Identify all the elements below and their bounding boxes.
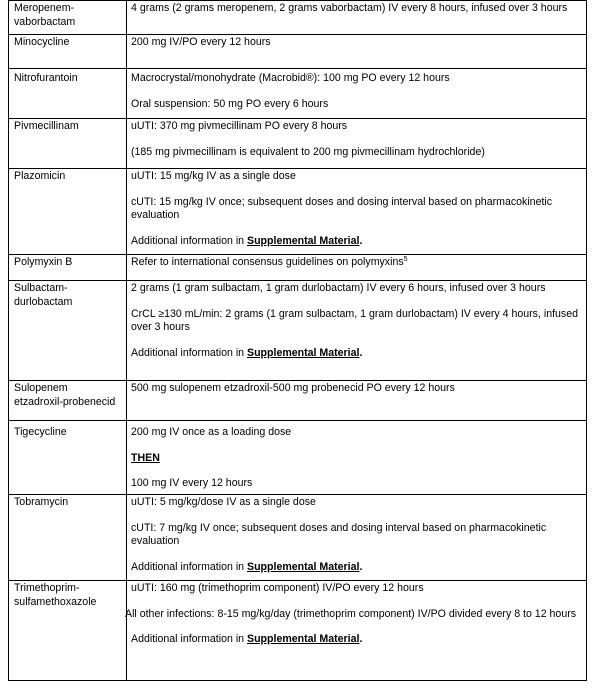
table-row [9,495,587,581]
dose-text: uUTI: 370 mg pivmecillinam PO every 8 hours [131,120,348,132]
dose-cell [127,495,587,581]
drug-name: Trimethoprim- sulfamethoxazole [9,581,127,681]
dose-text: 2 grams (1 gram sulbactam, 1 gram durlobactam) IV every 6 hours, infused over 3 hours [131,282,546,294]
dose-text: Additional information in Supplemental Material. [131,560,363,573]
table-row [9,421,587,495]
dosing-table [8,0,587,681]
drug-name: Sulbactam- durlobactam [9,281,127,381]
dose-cell [127,169,587,255]
dose-text: Macrocrystal/monohydrate (Macrobid®): 100 mg PO every 12 hours [131,72,450,84]
dose-text: cUTI: 15 mg/kg IV once; subsequent doses and dosing interval based on pharmacokinetic evaluation [131,195,553,221]
dose-cell [127,381,587,421]
table-row [9,1,587,35]
dose-text: Refer to international consensus guidelines on polymyxins$^5$ [131,256,408,268]
dose-text: uUTI: 160 mg (trimethoprim component) IV/PO every 12 hours [131,582,424,594]
drug-name: Minocycline [9,35,127,69]
drug-name: Nitrofurantoin [9,69,127,119]
table-row [9,169,587,255]
dose-text: 200 mg IV once as a loading dose [131,426,292,438]
drug-name: Pivmecillinam [9,119,127,169]
supplemental-material-link[interactable]: Supplemental Material [247,633,360,645]
dose-cell [127,581,587,681]
table-row [9,35,587,69]
dose-text: 200 mg IV/PO every 12 hours [131,36,271,48]
drug-name: Plazomicin [9,169,127,255]
drug-name: Tigecycline [9,421,127,495]
dose-text: Additional information in Supplemental Material. [131,633,363,645]
table-row [9,381,587,421]
table-row [9,119,587,169]
supplemental-material-link[interactable]: Supplemental Material [247,234,360,247]
table-row [9,281,587,381]
dose-text: uUTI: 15 mg/kg IV as a single dose [131,170,296,182]
table-row [9,581,587,681]
supplemental-material-link[interactable]: Supplemental Material [247,346,360,359]
dose-text [131,452,582,466]
dose-cell [127,1,587,35]
dose-text: CrCL ≥130 mL/min: 2 grams (1 gram sulbactam, 1 gram durlobactam) IV every 4 hours, infused over 3 hours [131,307,579,333]
drug-name: Polymyxin B [9,255,127,281]
dose-text: 4 grams (2 grams meropenem, 2 grams vaborbactam) IV every 8 hours, infused over 3 hours [131,2,568,14]
dose-text: Additional information in Supplemental Material. [131,346,363,359]
dose-cell [127,421,587,495]
reference-superscript: 5 [403,256,408,263]
dose-text: Additional information in Supplemental Material. [131,234,363,247]
dose-cell [127,255,587,281]
supplemental-material-link[interactable]: Supplemental Material [247,560,360,573]
dose-text: (185 mg pivmecillinam is equivalent to 200 mg pivmecillinam hydrochloride) [131,145,485,158]
drug-name: Meropenem- vaborbactam [9,1,127,35]
dose-text: uUTI: 5 mg/kg/dose IV as a single dose [131,496,316,508]
table-row [9,69,587,119]
dose-cell [127,35,587,69]
dose-text: 500 mg sulopenem etzadroxil-500 mg probenecid PO every 12 hours [131,382,455,394]
then-label: THEN [131,451,160,464]
table-row [9,255,587,281]
dose-text: Oral suspension: 50 mg PO every 6 hours [131,97,329,110]
dose-cell [127,281,587,381]
dose-text: cUTI: 7 mg/kg IV once; subsequent doses and dosing interval based on pharmacokinetic evaluation [131,521,547,547]
drug-name: Tobramycin [9,495,127,581]
drug-name: Sulopenem etzadroxil-probenecid [9,381,127,421]
dose-text: All other infections: 8-15 mg/kg/day (trimethoprim component) IV/PO divided every 8 to 12 hours [125,607,577,620]
dose-cell [127,119,587,169]
dose-text: 100 mg IV every 12 hours [131,477,253,489]
dose-cell [127,69,587,119]
